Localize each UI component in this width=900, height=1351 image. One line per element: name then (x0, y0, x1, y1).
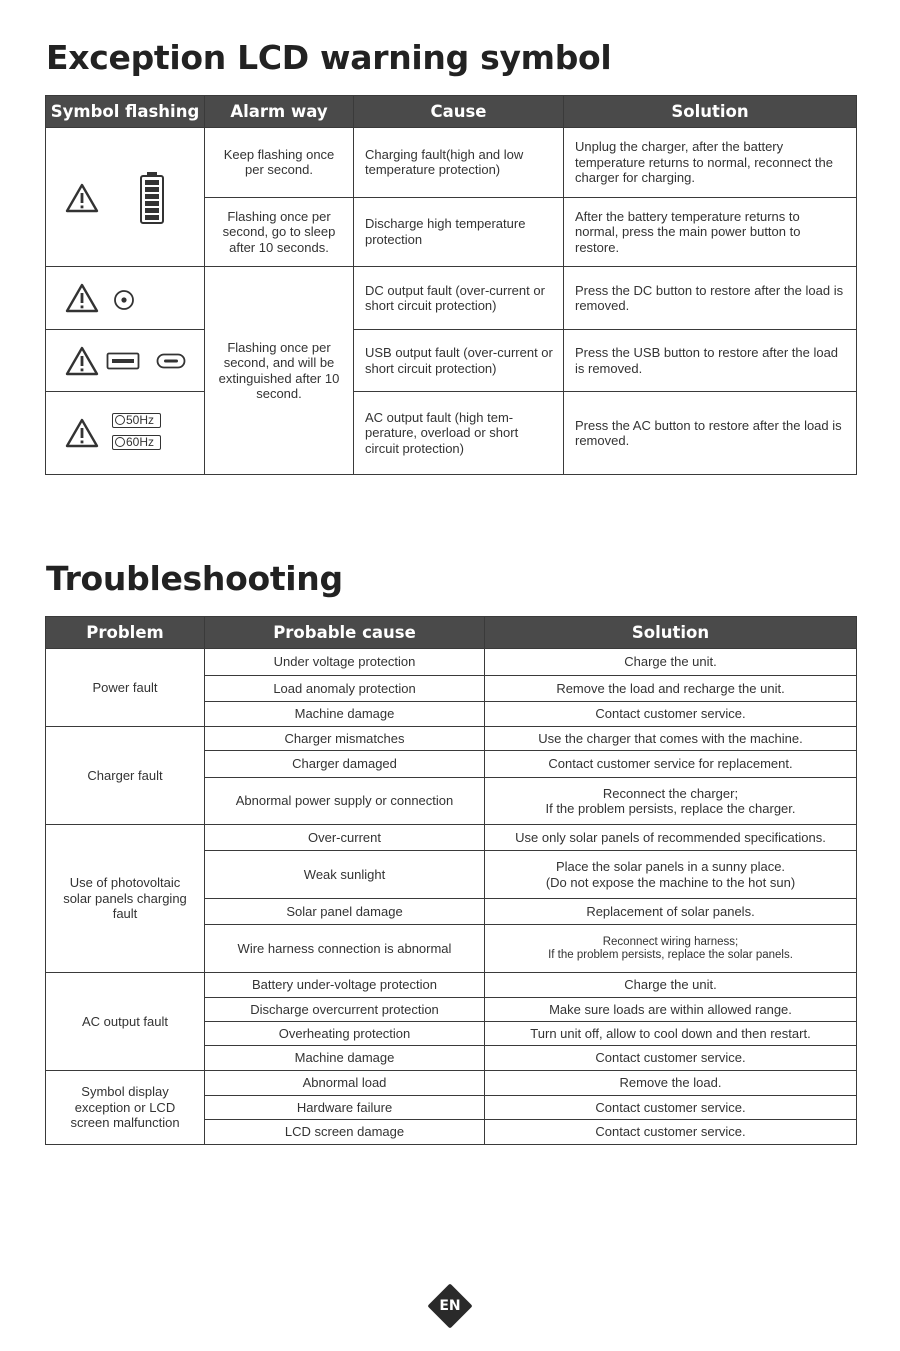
solution-cell: Use the charger that comes with the machine. (485, 727, 857, 751)
solution-cell: Use only solar panels of recommended specifications. (485, 825, 857, 851)
battery-icon (139, 171, 165, 225)
solution-cell: Remove the load and recharge the unit. (485, 676, 857, 702)
table-row (46, 973, 857, 998)
problem-cell: Power fault (46, 649, 205, 727)
symbol-cell-dc (46, 267, 205, 330)
problem-cell: Symbol display exception or LCD screen malfunction (46, 1071, 205, 1145)
usb-c-icon (156, 353, 186, 369)
troubleshooting-table (45, 616, 857, 1145)
solution-cell: Contact customer service for replacement. (485, 751, 857, 778)
solution-cell: Make sure loads are within allowed range. (485, 998, 857, 1022)
exception-section-title: Exception LCD warning symbol (46, 38, 612, 77)
solution-cell: Reconnect wiring harness; If the problem persists, replace the solar panels. (485, 925, 857, 973)
cause-cell: Load anomaly protection (205, 676, 485, 702)
cause-cell: Charging fault(high and low temperature protection) (354, 128, 564, 198)
cause-cell: Machine damage (205, 1046, 485, 1071)
table-row (46, 825, 857, 851)
solution-cell: Press the AC button to restore after the load is removed. (564, 392, 857, 475)
cause-cell: Machine damage (205, 702, 485, 727)
ac-60hz-indicator: 60Hz (112, 435, 161, 450)
solution-cell: After the battery temperature returns to normal, press the main power button to restore. (564, 197, 857, 267)
table-row (46, 727, 857, 751)
alarm-way-cell: Flashing once per second, and will be extinguished after 10 second. (205, 267, 354, 475)
ac-output-icon (115, 437, 125, 447)
symbol-cell-battery (46, 128, 205, 267)
header-alarm-way: Alarm way (205, 96, 354, 128)
problem-cell: Charger fault (46, 727, 205, 825)
cause-cell: Charger mismatches (205, 727, 485, 751)
dc-output-icon (113, 289, 135, 311)
cause-cell: Charger damaged (205, 751, 485, 778)
exception-table-header (46, 96, 857, 128)
warning-triangle-icon (65, 346, 99, 376)
header-symbol-flashing: Symbol flashing (46, 96, 205, 128)
solution-cell: Contact customer service. (485, 1120, 857, 1145)
cause-cell: Battery under-voltage protection (205, 973, 485, 998)
solution-cell: Place the solar panels in a sunny place. (Do not expose the machine to the hot sun) (485, 851, 857, 899)
solution-cell: Press the DC button to restore after the load is removed. (564, 267, 857, 330)
symbol-cell-usb (46, 330, 205, 392)
table-row (46, 392, 857, 475)
cause-cell: Over-current (205, 825, 485, 851)
header-probable-cause: Probable cause (205, 617, 485, 649)
solution-cell: Reconnect the charger; If the problem persists, replace the charger. (485, 778, 857, 825)
header-cause: Cause (354, 96, 564, 128)
cause-cell: AC output fault (high tem-perature, overload or short circuit protection) (354, 392, 564, 475)
solution-cell: Press the USB button to restore after the load is removed. (564, 330, 857, 392)
troubleshooting-table-header (46, 617, 857, 649)
table-row (46, 649, 857, 676)
cause-cell: Solar panel damage (205, 899, 485, 925)
cause-cell: Overheating protection (205, 1022, 485, 1046)
ac-output-icon (115, 415, 125, 425)
problem-cell: AC output fault (46, 973, 205, 1071)
symbol-cell-ac (46, 392, 205, 475)
table-row (46, 330, 857, 392)
troubleshooting-section-title: Troubleshooting (46, 559, 343, 598)
cause-cell: Weak sunlight (205, 851, 485, 899)
cause-cell: LCD screen damage (205, 1120, 485, 1145)
language-badge: EN (428, 1284, 472, 1328)
cause-cell: DC output fault (over-current or short circuit protection) (354, 267, 564, 330)
header-problem: Problem (46, 617, 205, 649)
solution-cell: Turn unit off, allow to cool down and then restart. (485, 1022, 857, 1046)
cause-cell: USB output fault (over-current or short circuit protection) (354, 330, 564, 392)
table-row (46, 1071, 857, 1096)
alarm-way-cell: Flashing once per second, go to sleep after 10 seconds. (205, 197, 354, 267)
alarm-way-cell: Keep flashing once per second. (205, 128, 354, 198)
solution-cell: Unplug the charger, after the battery temperature returns to normal, reconnect the charger for charging. (564, 128, 857, 198)
solution-cell: Contact customer service. (485, 702, 857, 727)
cause-cell: Wire harness connection is abnormal (205, 925, 485, 973)
solution-cell: Replacement of solar panels. (485, 899, 857, 925)
exception-table (45, 95, 857, 475)
cause-cell: Abnormal power supply or connection (205, 778, 485, 825)
solution-cell: Charge the unit. (485, 649, 857, 676)
cause-cell: Under voltage protection (205, 649, 485, 676)
warning-triangle-icon (65, 418, 99, 448)
ac-50hz-indicator: 50Hz (112, 413, 161, 428)
warning-triangle-icon (65, 183, 99, 213)
cause-cell: Abnormal load (205, 1071, 485, 1096)
table-row (46, 128, 857, 198)
cause-cell: Hardware failure (205, 1096, 485, 1120)
solution-cell: Contact customer service. (485, 1046, 857, 1071)
usb-a-icon (106, 352, 140, 370)
cause-cell: Discharge overcurrent protection (205, 998, 485, 1022)
solution-cell: Contact customer service. (485, 1096, 857, 1120)
header-solution: Solution (564, 96, 857, 128)
problem-cell: Use of photovoltaic solar panels charging fault (46, 825, 205, 973)
table-row (46, 267, 857, 330)
cause-cell: Discharge high temperature protection (354, 197, 564, 267)
header-solution: Solution (485, 617, 857, 649)
warning-triangle-icon (65, 283, 99, 313)
solution-cell: Charge the unit. (485, 973, 857, 998)
solution-cell: Remove the load. (485, 1071, 857, 1096)
